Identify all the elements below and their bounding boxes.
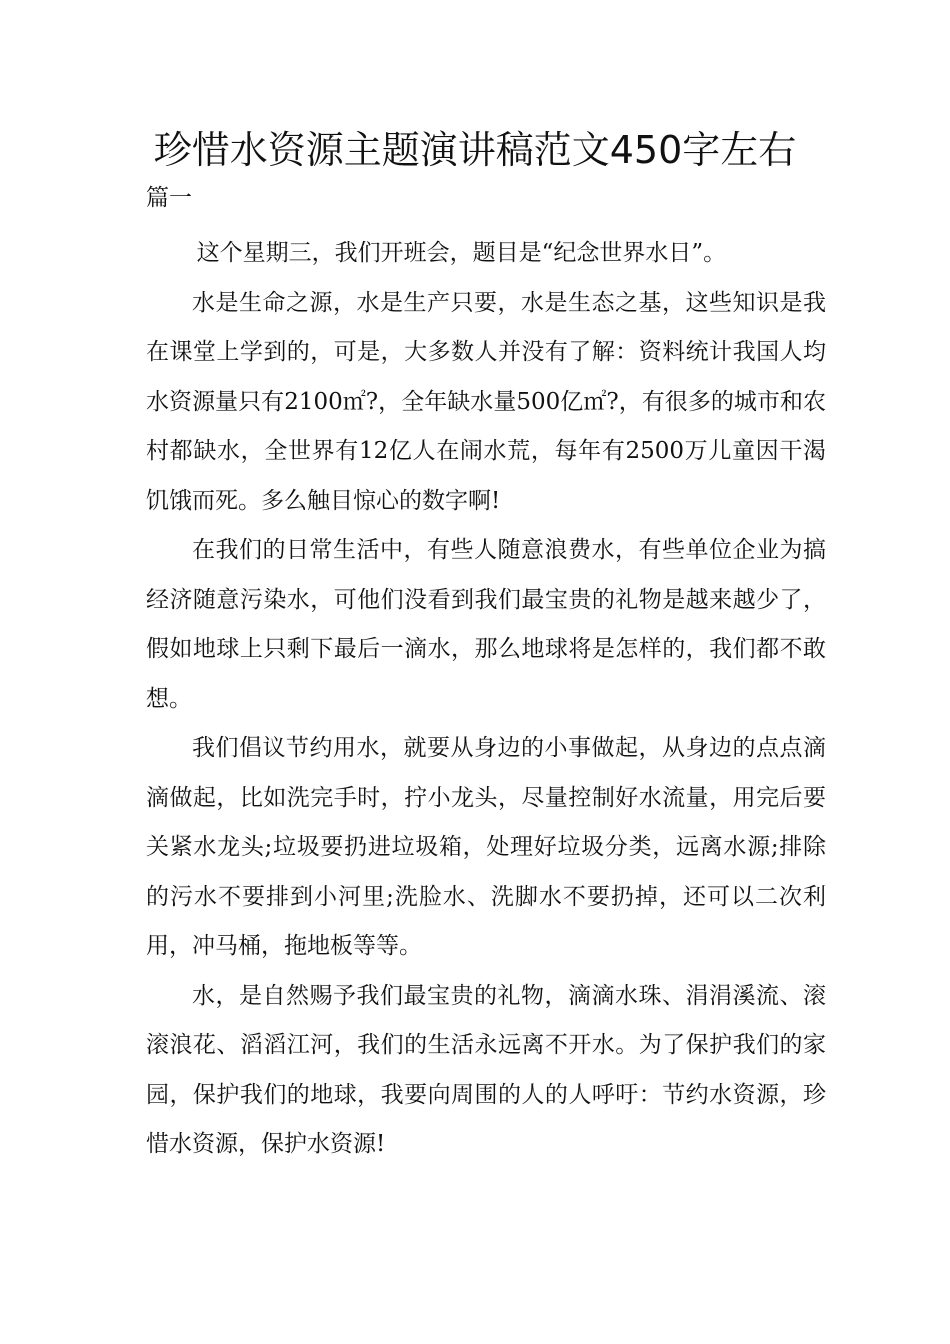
paragraph-1: 这个星期三，我们开班会，题目是“纪念世界水日”。 <box>196 240 727 266</box>
paragraph-3: 在我们的日常生活中，有些人随意浪费水，有些单位企业为搞经济随意污染水，可他们没看到我们最宝贵的礼物是越来越少了，假如地球上只剩下最后一滴水，那么地球将是怎样的，我们都不敢想。 <box>146 537 826 712</box>
document-body <box>146 229 826 1170</box>
paragraph-5: 水，是自然赐予我们最宝贵的礼物，滴滴水珠、涓涓溪流、滚滚浪花、滔滔江河，我们的生活永远离不开水。为了保护我们的家园，保护我们的地球，我要向周围的人的人呼吁：节约水资源，珍惜水资源，保护水资源! <box>146 982 826 1157</box>
section-label: 篇一 <box>146 185 192 211</box>
document-title: 珍惜水资源主题演讲稿范文450字左右 <box>153 128 797 172</box>
paragraph-2: 水是生命之源，水是生产只要，水是生态之基，这些知识是我在课堂上学到的，可是，大多数人并没有了解：资料统计我国人均水资源量只有2100㎡?，全年缺水量500亿㎡?，有很多的城市和农村都缺水，全世界有12亿人在闹水荒，每年有2500万儿童因干渴饥饿而死。多么触目惊心的数字啊! <box>146 289 826 514</box>
paragraph-4: 我们倡议节约用水，就要从身边的小事做起，从身边的点点滴滴做起，比如洗完手时，拧小龙头，尽量控制好水流量，用完后要关紧水龙头;垃圾要扔进垃圾箱，处理好垃圾分类，远离水源;排除的污水不要排到小河里;洗脸水、洗脚水不要扔掉，还可以二次利用，冲马桶，拖地板等等。 <box>146 735 826 959</box>
